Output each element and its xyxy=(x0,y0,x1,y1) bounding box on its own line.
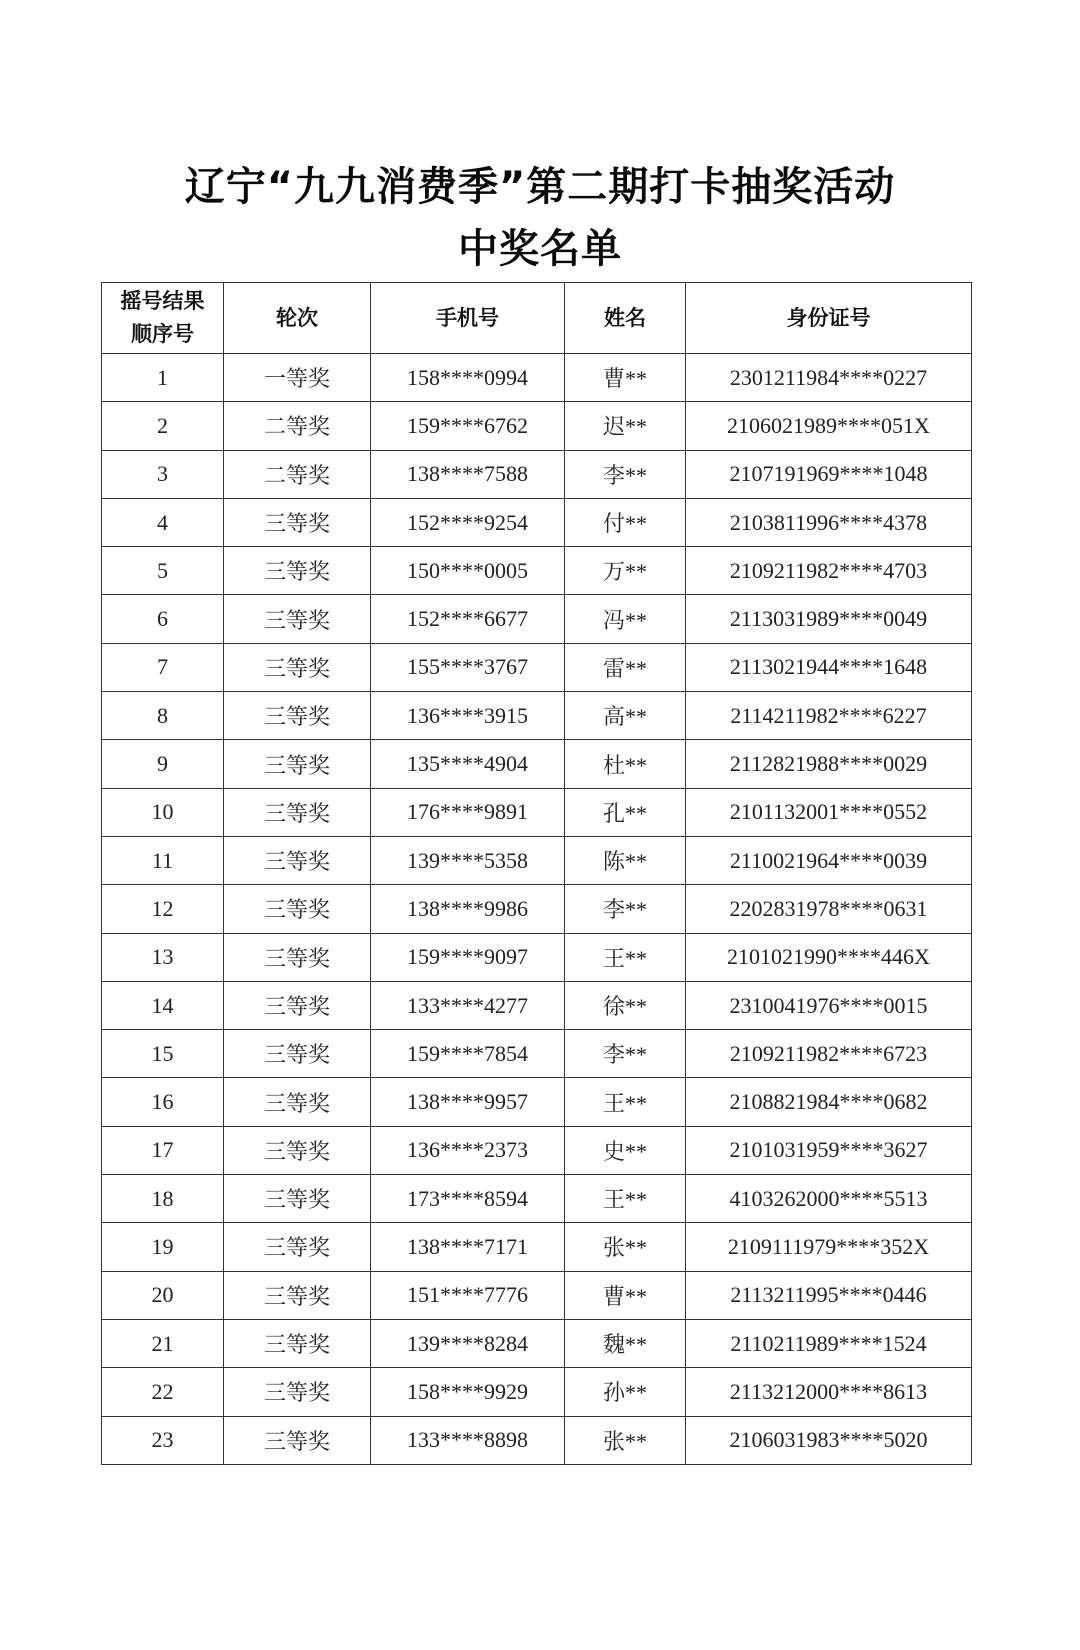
cell-round: 二等奖 xyxy=(224,402,371,450)
header-name: 姓名 xyxy=(565,283,686,354)
cell-id-number: 2107191969****1048 xyxy=(686,450,972,498)
cell-order-number: 21 xyxy=(102,1319,224,1367)
cell-name: 迟** xyxy=(565,402,686,450)
cell-round: 三等奖 xyxy=(224,1126,371,1174)
cell-round: 三等奖 xyxy=(224,981,371,1029)
cell-round: 三等奖 xyxy=(224,1319,371,1367)
table-row xyxy=(102,1368,972,1416)
cell-id-number: 2113031989****0049 xyxy=(686,595,972,643)
table-row xyxy=(102,692,972,740)
cell-phone: 133****4277 xyxy=(371,981,565,1029)
cell-order-number: 2 xyxy=(102,402,224,450)
table-row xyxy=(102,450,972,498)
cell-id-number: 2106031983****5020 xyxy=(686,1416,972,1464)
cell-name: 李** xyxy=(565,885,686,933)
cell-order-number: 19 xyxy=(102,1223,224,1271)
cell-id-number: 2113212000****8613 xyxy=(686,1368,972,1416)
cell-phone: 173****8594 xyxy=(371,1175,565,1223)
cell-round: 三等奖 xyxy=(224,885,371,933)
cell-round: 三等奖 xyxy=(224,933,371,981)
cell-id-number: 2109211982****4703 xyxy=(686,547,972,595)
cell-id-number: 2101021990****446X xyxy=(686,933,972,981)
cell-phone: 152****9254 xyxy=(371,498,565,546)
cell-round: 三等奖 xyxy=(224,595,371,643)
cell-id-number: 2114211982****6227 xyxy=(686,692,972,740)
table-header-row xyxy=(102,283,972,354)
cell-order-number: 11 xyxy=(102,836,224,884)
cell-order-number: 22 xyxy=(102,1368,224,1416)
cell-round: 三等奖 xyxy=(224,788,371,836)
table-row xyxy=(102,1416,972,1464)
cell-id-number: 2106021989****051X xyxy=(686,402,972,450)
cell-phone: 152****6677 xyxy=(371,595,565,643)
cell-order-number: 1 xyxy=(102,354,224,402)
cell-order-number: 15 xyxy=(102,1030,224,1078)
cell-id-number: 4103262000****5513 xyxy=(686,1175,972,1223)
cell-id-number: 2101132001****0552 xyxy=(686,788,972,836)
header-id-number: 身份证号 xyxy=(686,283,972,354)
header-order-line2: 顺序号 xyxy=(131,322,194,346)
cell-name: 徐** xyxy=(565,981,686,1029)
cell-order-number: 16 xyxy=(102,1078,224,1126)
cell-name: 李** xyxy=(565,1030,686,1078)
cell-name: 孔** xyxy=(565,788,686,836)
cell-phone: 133****8898 xyxy=(371,1416,565,1464)
cell-phone: 136****2373 xyxy=(371,1126,565,1174)
header-order-number xyxy=(102,283,224,354)
cell-id-number: 2110021964****0039 xyxy=(686,836,972,884)
cell-order-number: 6 xyxy=(102,595,224,643)
cell-name: 陈** xyxy=(565,836,686,884)
cell-phone: 150****0005 xyxy=(371,547,565,595)
cell-phone: 139****8284 xyxy=(371,1319,565,1367)
cell-id-number: 2112821988****0029 xyxy=(686,740,972,788)
cell-round: 一等奖 xyxy=(224,354,371,402)
table-row xyxy=(102,1223,972,1271)
cell-id-number: 2101031959****3627 xyxy=(686,1126,972,1174)
cell-name: 王** xyxy=(565,933,686,981)
table-row xyxy=(102,1126,972,1174)
cell-name: 冯** xyxy=(565,595,686,643)
cell-name: 曹** xyxy=(565,354,686,402)
cell-order-number: 12 xyxy=(102,885,224,933)
cell-phone: 159****9097 xyxy=(371,933,565,981)
table-row xyxy=(102,1030,972,1078)
cell-order-number: 8 xyxy=(102,692,224,740)
table-row xyxy=(102,1319,972,1367)
cell-name: 曹** xyxy=(565,1271,686,1319)
header-round: 轮次 xyxy=(224,283,371,354)
cell-order-number: 7 xyxy=(102,643,224,691)
table-row xyxy=(102,740,972,788)
winners-table xyxy=(101,282,972,1465)
table-row xyxy=(102,643,972,691)
document-title: 辽宁“九九消费季”第二期打卡抽奖活动 xyxy=(184,164,896,210)
cell-id-number: 2202831978****0631 xyxy=(686,885,972,933)
winners-table-body xyxy=(102,354,972,1465)
cell-order-number: 5 xyxy=(102,547,224,595)
cell-order-number: 18 xyxy=(102,1175,224,1223)
cell-name: 李** xyxy=(565,450,686,498)
cell-name: 高** xyxy=(565,692,686,740)
cell-round: 三等奖 xyxy=(224,547,371,595)
cell-phone: 151****7776 xyxy=(371,1271,565,1319)
cell-order-number: 9 xyxy=(102,740,224,788)
document-subtitle: 中奖名单 xyxy=(458,226,622,272)
cell-round: 三等奖 xyxy=(224,1223,371,1271)
cell-round: 三等奖 xyxy=(224,740,371,788)
cell-order-number: 17 xyxy=(102,1126,224,1174)
cell-id-number: 2113021944****1648 xyxy=(686,643,972,691)
header-order-line1: 摇号结果 xyxy=(120,289,205,313)
table-row xyxy=(102,933,972,981)
table-row xyxy=(102,498,972,546)
cell-order-number: 20 xyxy=(102,1271,224,1319)
cell-name: 万** xyxy=(565,547,686,595)
cell-id-number: 2301211984****0227 xyxy=(686,354,972,402)
cell-round: 三等奖 xyxy=(224,1078,371,1126)
cell-phone: 158****0994 xyxy=(371,354,565,402)
table-row xyxy=(102,354,972,402)
cell-phone: 138****7588 xyxy=(371,450,565,498)
cell-round: 三等奖 xyxy=(224,1030,371,1078)
cell-order-number: 10 xyxy=(102,788,224,836)
table-row xyxy=(102,1078,972,1126)
cell-id-number: 2109211982****6723 xyxy=(686,1030,972,1078)
cell-phone: 139****5358 xyxy=(371,836,565,884)
cell-phone: 159****7854 xyxy=(371,1030,565,1078)
cell-round: 三等奖 xyxy=(224,498,371,546)
cell-phone: 138****9986 xyxy=(371,885,565,933)
cell-id-number: 2108821984****0682 xyxy=(686,1078,972,1126)
cell-order-number: 3 xyxy=(102,450,224,498)
cell-name: 张** xyxy=(565,1416,686,1464)
cell-id-number: 2110211989****1524 xyxy=(686,1319,972,1367)
cell-round: 三等奖 xyxy=(224,1271,371,1319)
cell-round: 三等奖 xyxy=(224,1368,371,1416)
cell-phone: 136****3915 xyxy=(371,692,565,740)
table-row xyxy=(102,836,972,884)
table-row xyxy=(102,885,972,933)
cell-phone: 159****6762 xyxy=(371,402,565,450)
cell-name: 王** xyxy=(565,1078,686,1126)
cell-round: 三等奖 xyxy=(224,1416,371,1464)
cell-round: 三等奖 xyxy=(224,643,371,691)
cell-order-number: 23 xyxy=(102,1416,224,1464)
table-row xyxy=(102,402,972,450)
cell-name: 魏** xyxy=(565,1319,686,1367)
cell-phone: 158****9929 xyxy=(371,1368,565,1416)
cell-name: 雷** xyxy=(565,643,686,691)
table-row xyxy=(102,1271,972,1319)
cell-id-number: 2103811996****4378 xyxy=(686,498,972,546)
table-row xyxy=(102,788,972,836)
table-row xyxy=(102,1175,972,1223)
cell-name: 付** xyxy=(565,498,686,546)
cell-name: 史** xyxy=(565,1126,686,1174)
cell-name: 杜** xyxy=(565,740,686,788)
cell-round: 三等奖 xyxy=(224,836,371,884)
cell-id-number: 2109111979****352X xyxy=(686,1223,972,1271)
cell-order-number: 14 xyxy=(102,981,224,1029)
table-row xyxy=(102,595,972,643)
cell-phone: 176****9891 xyxy=(371,788,565,836)
table-row xyxy=(102,981,972,1029)
cell-order-number: 4 xyxy=(102,498,224,546)
cell-name: 孙** xyxy=(565,1368,686,1416)
cell-round: 三等奖 xyxy=(224,692,371,740)
cell-round: 二等奖 xyxy=(224,450,371,498)
cell-phone: 138****9957 xyxy=(371,1078,565,1126)
cell-round: 三等奖 xyxy=(224,1175,371,1223)
header-phone: 手机号 xyxy=(371,283,565,354)
cell-name: 张** xyxy=(565,1223,686,1271)
cell-phone: 135****4904 xyxy=(371,740,565,788)
cell-order-number: 13 xyxy=(102,933,224,981)
cell-id-number: 2113211995****0446 xyxy=(686,1271,972,1319)
cell-id-number: 2310041976****0015 xyxy=(686,981,972,1029)
cell-name: 王** xyxy=(565,1175,686,1223)
table-row xyxy=(102,547,972,595)
cell-phone: 138****7171 xyxy=(371,1223,565,1271)
cell-phone: 155****3767 xyxy=(371,643,565,691)
